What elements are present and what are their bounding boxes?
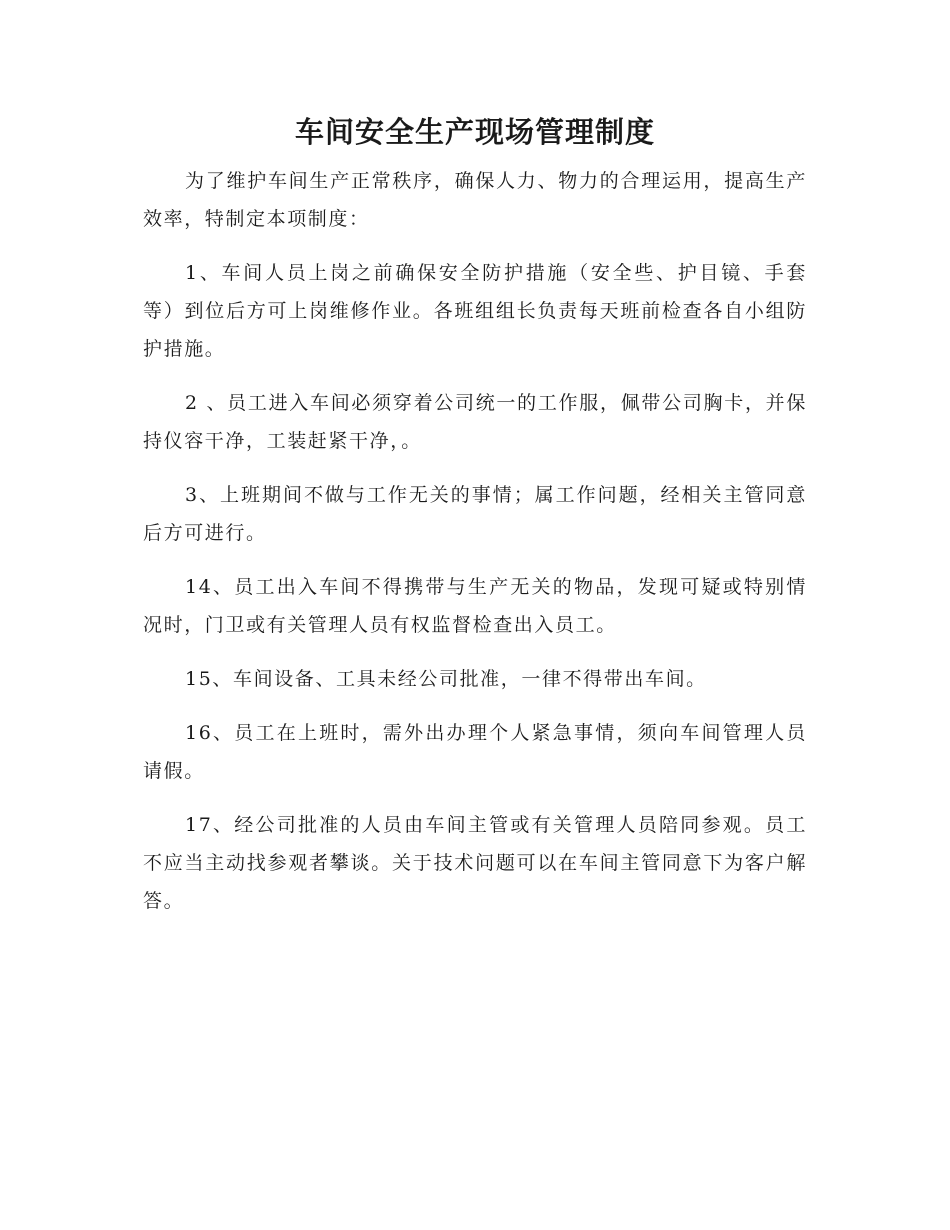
rule-paragraph-3: 3、上班期间不做与工作无关的事情；属工作问题，经相关主管同意后方可进行。 [143, 484, 807, 544]
rule-paragraph-1: 1、车间人员上岗之前确保安全防护措施（安全些、护目镜、手套等）到位后方可上岗维修作业。各班组组长负责每天班前检查各自小组防护措施。 [143, 262, 807, 360]
document-body [143, 162, 807, 936]
rule-paragraph-17: 17、经公司批准的人员由车间主管或有关管理人员陪同参观。员工不应当主动找参观者攀谈。关于技术问题可以在车间主管同意下为客户解答。 [143, 814, 807, 912]
rule-paragraph-15: 15、车间设备、工具未经公司批准，一律不得带出车间。 [185, 668, 707, 690]
rule-paragraph-16: 16、员工在上班时，需外出办理个人紧急事情，须向车间管理人员请假。 [143, 722, 807, 782]
document-title: 车间安全生产现场管理制度 [294, 115, 655, 149]
rule-paragraph-2: 2 、员工进入车间必须穿着公司统一的工作服，佩带公司胸卡，并保持仪容干净，工装赶紧干净，。 [143, 392, 807, 452]
intro-paragraph: 为了维护车间生产正常秩序，确保人力、物力的合理运用，提高生产效率，特制定本项制度： [143, 170, 807, 230]
rule-paragraph-14: 14、员工出入车间不得携带与生产无关的物品，发现可疑或特别情况时，门卫或有关管理人员有权监督检查出入员工。 [143, 576, 807, 636]
